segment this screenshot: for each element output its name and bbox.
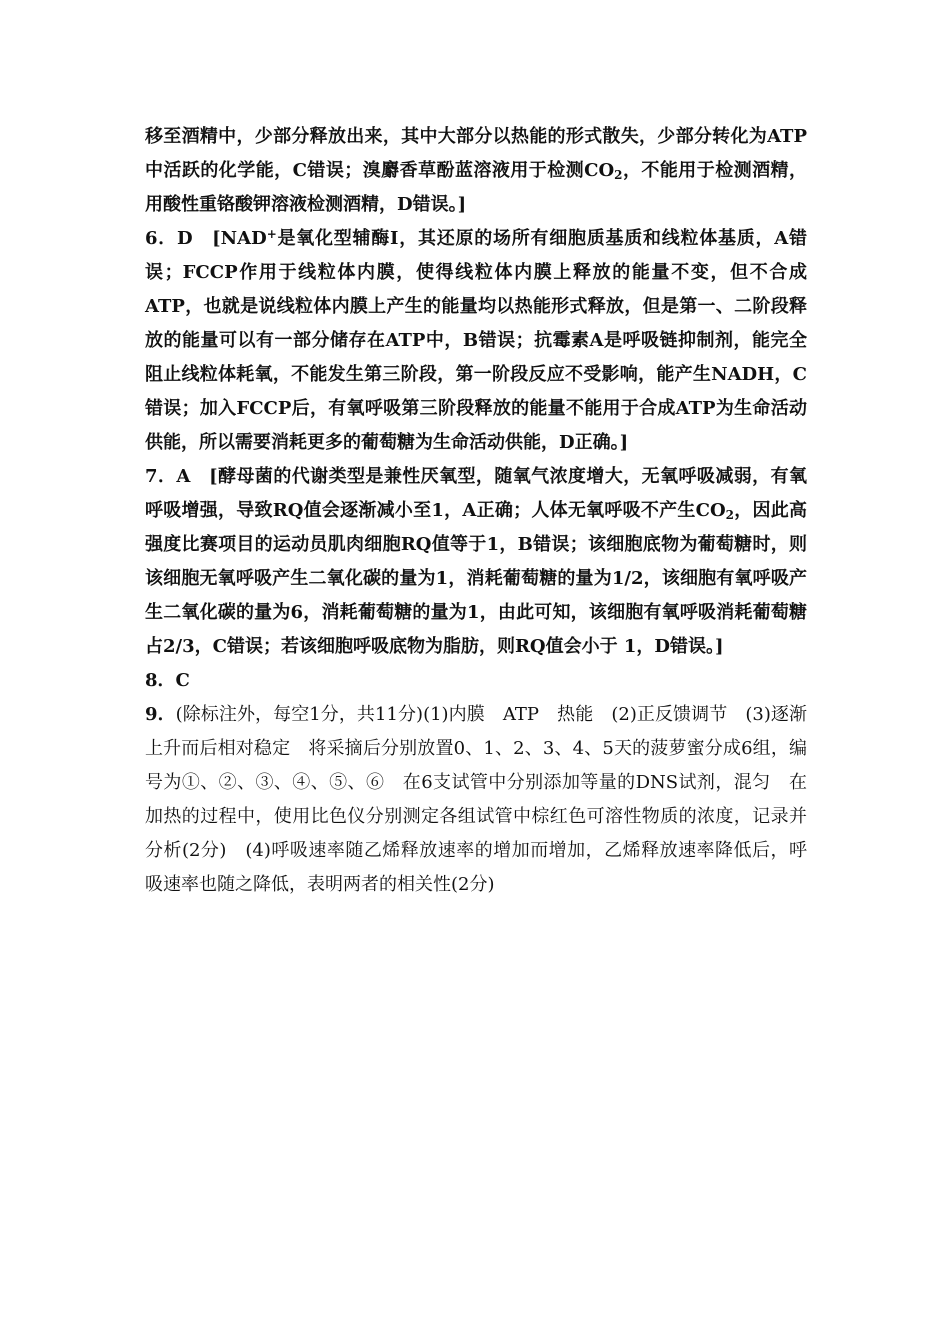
answer-5-continuation <box>145 120 807 222</box>
answer-9 <box>145 698 807 902</box>
answer-6 <box>145 222 807 460</box>
answer-5-text-part2: ，不能用于检测酒精，用酸性重铬酸钾溶液检测酒精，D错误。] <box>145 160 807 215</box>
answer-8: 8．C <box>145 670 190 691</box>
answer-content <box>145 120 807 902</box>
answer-9-text: (除标注外，每空1分，共11分)(1)内膜 ATP 热能 (2)正反馈调节 (3)逐渐上升而后相对稳定 将采摘后分别放置0、1、2、3、4、5天的菠萝蜜分成6组，编号为①、②、③、④、⑤、⑥ 在6支试管中分别添加等量的DNS试剂，混匀 在加热的过程中，使用比色仪分别测定各组试管中棕红色可溶性物质的浓度，记录并分析(2分) (4)呼吸速率随乙烯释放速率的增加而增加，乙烯释放速率降低后，呼吸速率也随之降低，表明两者的相关性(2分) <box>145 704 807 895</box>
answer-7-text-part2: ，因此高强度比赛项目的运动员肌肉细胞RQ值等于1，B错误；该细胞底物为葡萄糖时，则该细胞无氧呼吸产生二氧化碳的量为1，消耗葡萄糖的量为1/2，该细胞有氧呼吸产生二氧化碳的量为6，消耗葡萄糖的量为1，由此可知，该细胞有氧呼吸消耗葡萄糖占2/3，C错误；若该细胞呼吸底物为脂肪，则RQ值会小于 1，D错误。] <box>145 500 807 657</box>
answer-6-text-part1: 6．D [NAD <box>145 228 267 249</box>
answer-6-text-part2: 是氧化型辅酶Ⅰ，其还原的场所有细胞质基质和线粒体基质，A错误；FCCP作用于线粒体内膜，使得线粒体内膜上释放的能量不变，但不合成ATP，也就是说线粒体内膜上产生的能量均以热能形式释放，但是第一、二阶段释放的能量可以有一部分储存在ATP中，B错误；抗霉素A是呼吸链抑制剂，能完全阻止线粒体耗氧，不能发生第三阶段，第一阶段反应不受影响，能产生NADH，C错误；加入FCCP后，有氧呼吸第三阶段释放的能量不能用于合成ATP为生命活动供能，所以需要消耗更多的葡萄糖为生命活动供能，D正确。] <box>145 228 807 453</box>
answer-7-text-part1: 7．A [酵母菌的代谢类型是兼性厌氧型，随氧气浓度增大，无氧呼吸减弱，有氧呼吸增强，导致RQ值会逐渐减小至1，A正确；人体无氧呼吸不产生CO <box>145 466 807 521</box>
answer-5-text-part1: 移至酒精中，少部分释放出来，其中大部分以热能的形式散失，少部分转化为ATP中活跃的化学能，C错误；溴麝香草酚蓝溶液用于检测CO <box>145 126 807 181</box>
nad-superscript: + <box>266 227 277 241</box>
answer-9-number: 9． <box>145 704 176 725</box>
answer-7 <box>145 460 807 664</box>
co2-subscript: 2 <box>725 508 734 522</box>
co2-subscript: 2 <box>614 168 623 182</box>
